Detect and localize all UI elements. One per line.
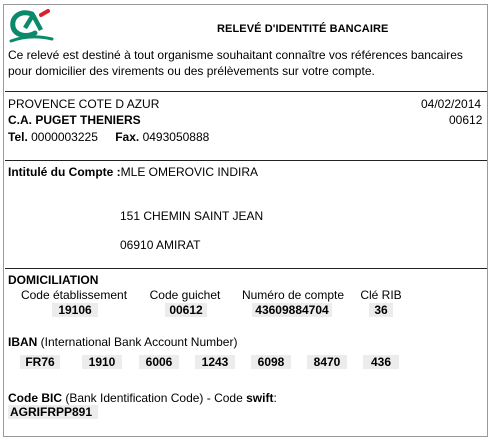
agency-phones xyxy=(8,130,209,144)
credit-agricole-logo xyxy=(8,8,54,44)
fax-value: 0493050888 xyxy=(142,130,210,144)
bic-heading-line xyxy=(8,391,277,405)
divider xyxy=(5,160,487,161)
iban-group: 1243 xyxy=(195,355,235,369)
iban-group: 1910 xyxy=(82,355,122,369)
domiciliation-heading: DOMICILIATION xyxy=(8,273,99,287)
swift-label: swift xyxy=(246,391,274,405)
agency-code: 00612 xyxy=(449,113,483,127)
iban-group: 436 xyxy=(363,355,399,369)
address-line1: 151 CHEMIN SAINT JEAN xyxy=(120,209,264,223)
bic-subtitle: (Bank Identification Code) - Code xyxy=(62,391,247,405)
tel-value: 0000003225 xyxy=(31,130,98,144)
code-guichet-value: 00612 xyxy=(165,303,207,317)
cle-rib-value: 36 xyxy=(369,303,393,317)
iban-group: 6006 xyxy=(139,355,179,369)
bic-value: AGRIFRPP891 xyxy=(8,405,98,419)
bic-colon: : xyxy=(273,391,277,405)
document-title: RELEVÉ D'IDENTITÉ BANCAIRE xyxy=(217,23,389,35)
iban-group: FR76 xyxy=(20,355,60,369)
intro-text-line1: Ce relevé est destiné à tout organisme souhaitant connaître vos références bancaires xyxy=(8,48,463,62)
intro-text-line2: pour domicilier des virements ou des prélèvements sur votre compte. xyxy=(8,64,375,78)
agency-name: C.A. PUGET THENIERS xyxy=(8,113,141,127)
account-holder: MLE OMEROVIC INDIRA xyxy=(120,165,259,179)
iban-subtitle: (International Bank Account Number) xyxy=(37,335,238,349)
divider xyxy=(5,91,487,92)
account-holder-line xyxy=(8,165,258,179)
iban-heading-line xyxy=(8,335,237,349)
statement-date: 04/02/2014 xyxy=(421,97,482,111)
cle-rib-label: Clé RIB xyxy=(360,288,402,302)
code-guichet-label: Code guichet xyxy=(149,288,221,302)
agency-region: PROVENCE COTE D AZUR xyxy=(8,97,160,111)
bic-heading: Code BIC xyxy=(8,391,62,405)
iban-group: 8470 xyxy=(307,355,347,369)
numero-compte-value: 43609884704 xyxy=(252,303,332,317)
iban-heading: IBAN xyxy=(8,335,38,349)
tel-label: Tel. xyxy=(8,130,28,144)
divider xyxy=(5,268,487,269)
numero-compte-label: Numéro de compte xyxy=(241,288,345,302)
address-line2: 06910 AMIRAT xyxy=(120,238,201,252)
code-etablissement-label: Code établissement xyxy=(20,288,128,302)
fax-label: Fax. xyxy=(115,130,140,144)
iban-group: 6098 xyxy=(251,355,291,369)
code-etablissement-value: 19106 xyxy=(52,303,98,317)
account-label: Intitulé du Compte : xyxy=(8,165,121,179)
